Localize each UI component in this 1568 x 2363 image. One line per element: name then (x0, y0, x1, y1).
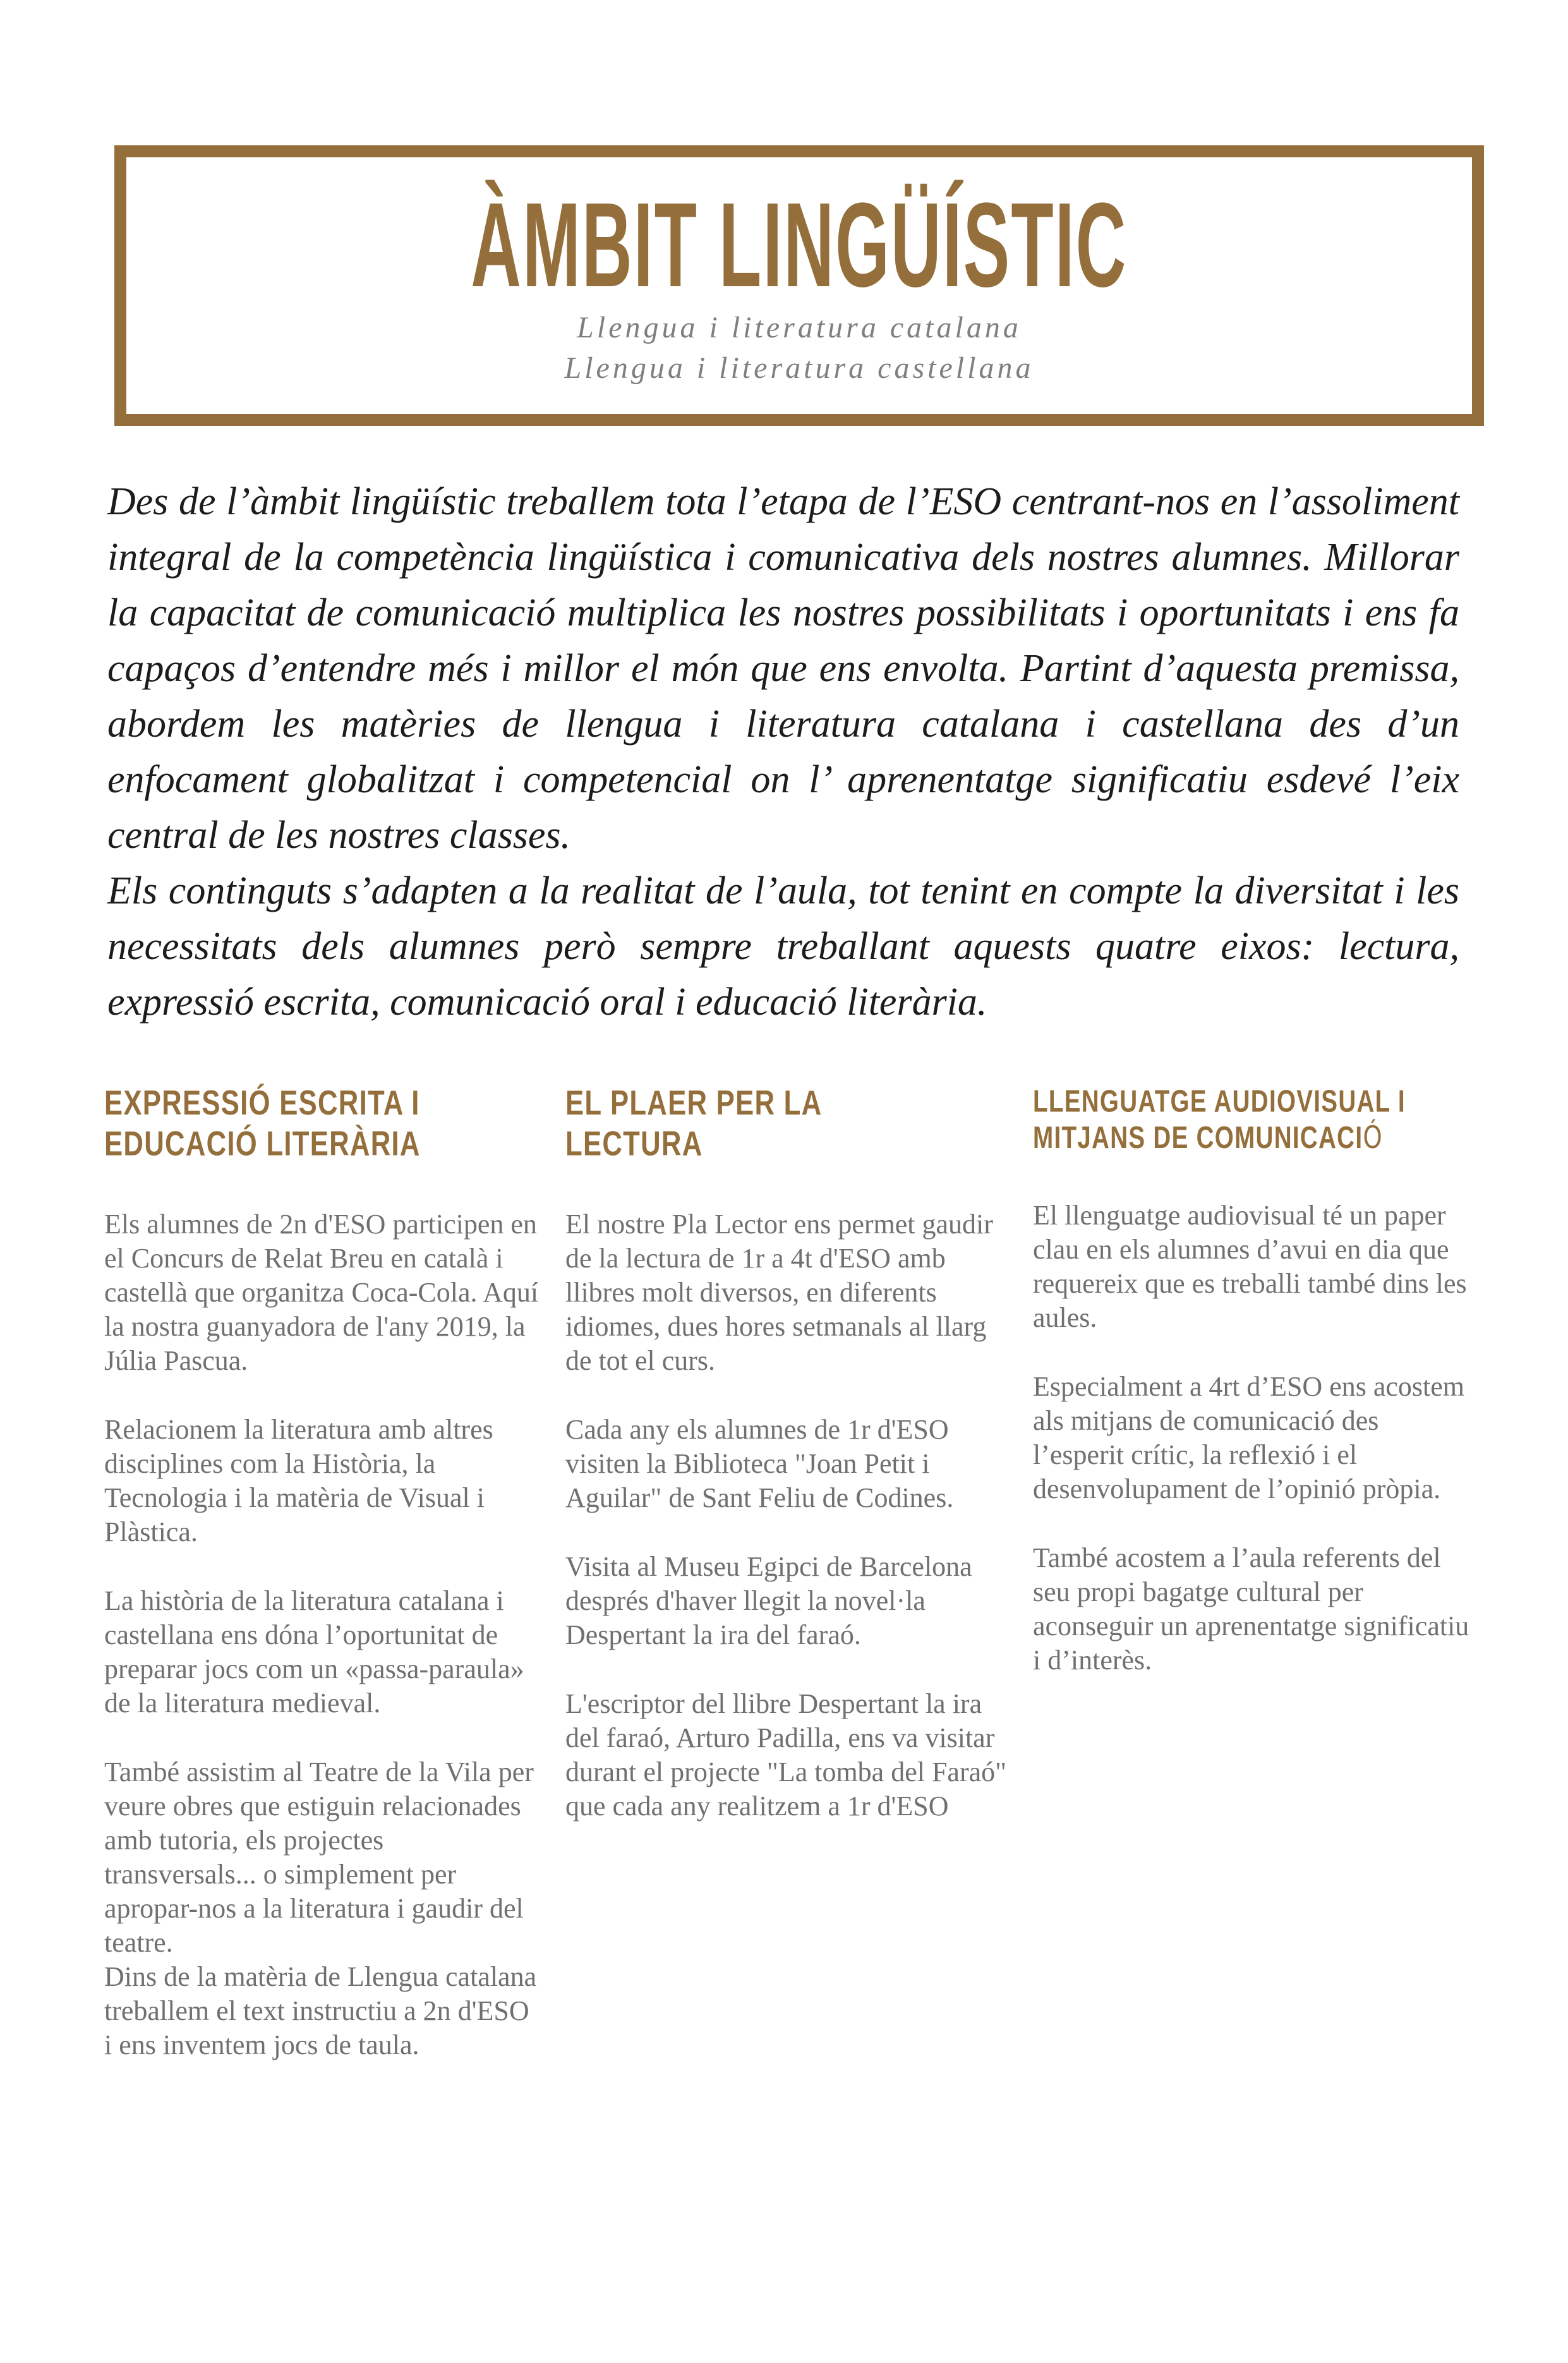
intro-section (107, 474, 1459, 1030)
intro-paragraph-1: Des de l’àmbit lingüístic treballem tota l’etapa de l’ESO centrant-nos en l’assoliment integral de la competència lingüística i comunicativa dels nostres alumnes. Millorar la capacitat de comunicació multiplica les nostres possibilitats i oportunitats i ens fa capaços d’entendre més i millor el món que ens envolta. Partint d’aquesta premissa, abordem les matèries de llengua i literatura catalana i castellana des d’un enfocament globalitzat i competencial on l’ aprenentatge significatiu esdevé l’eix central de les nostres classes. (107, 480, 1459, 857)
column-expressio-escrita (104, 1083, 540, 2097)
column-heading-line (1033, 1120, 1404, 1156)
column-paragraph: També acostem a l’aula referents del seu propi bagatge cultural per aconseguir un aprenentatge significatiu i d’interès. (1033, 1542, 1469, 1676)
column-paragraph: També assistim al Teatre de la Vila per veure obres que estiguin relacionades amb tutoria, els projectes transversals... o simplement per apropar-nos a la literatura i gaudir del teatre. (104, 1756, 534, 1958)
column-paragraph: El nostre Pla Lector ens permet gaudir de la lectura de 1r a 4t d'ESO amb llibres molt diversos, en diferents idiomes, dues hores setmanals al llarg de tot el curs. (565, 1208, 993, 1376)
column-heading-line: LLENGUATGE AUDIOVISUAL I (1033, 1084, 1406, 1119)
header-subtitle-castellana: Llengua i literatura castellana (564, 351, 1034, 385)
column-heading-line: EXPRESSIÓ ESCRITA I (104, 1084, 420, 1123)
page-title-text: ÀMBIT LINGÜÍSTIC (471, 178, 1128, 312)
intro-paragraph-2: Els continguts s’adapten a la realitat de l’aula, tot tenint en compte la diversitat i les necessitats dels alumnes però sempre treballant aquests quatre eixos: lectura, expressió escrita, comunicació oral i educació literària. (107, 869, 1459, 1024)
columns-section (104, 1083, 1568, 2097)
column-heading-line: EDUCACIÓ LITERÀRIA (104, 1125, 421, 1164)
header-box (114, 145, 1484, 426)
column-paragraph: El llenguatge audiovisual té un paper clau en els alumnes d’avui en dia que requereix que es treballi també dins les aules. (1033, 1199, 1467, 1333)
page-title (126, 178, 1472, 312)
column-heading-line-text: MITJANS DE COMUNICACI (1033, 1120, 1363, 1155)
document-page (0, 145, 1568, 2363)
column-heading-llenguatge-audiovisual (1033, 1083, 1404, 1156)
column-heading-plaer-lectura (565, 1083, 937, 1165)
column-paragraph: Especialment a 4rt d’ESO ens acostem als mitjans de comunicació des l’esperit crític, la reflexió i el desenvolupament de l’opinió pròpia. (1033, 1370, 1465, 1504)
column-paragraph: Els alumnes de 2n d'ESO participen en el Concurs de Relat Breu en català i castellà que organitza Coca-Cola. Aquí la nostra guanyadora de l'any 2019, la Júlia Pascua. (104, 1208, 539, 1376)
column-paragraph: L'escriptor del llibre Despertant la ira del faraó, Arturo Padilla, ens va visitar durant el projecte "La tomba del Faraó" que cada any realitzem a 1r d'ESO (565, 1688, 1007, 1822)
column-plaer-lectura (565, 1083, 1008, 2097)
column-heading-expressio-escrita (104, 1083, 471, 1165)
column-paragraph: Cada any els alumnes de 1r d'ESO visiten la Biblioteca "Joan Petit i Aguilar" de Sant Feliu de Codines. (565, 1413, 954, 1513)
column-paragraph: Visita al Museu Egipci de Barcelona després d'haver llegit la novel·la Despertant la ira del faraó. (565, 1550, 972, 1650)
column-heading-line: LECTURA (565, 1125, 703, 1164)
column-heading-line: EL PLAER PER LA (565, 1084, 823, 1123)
column-heading-suffix: Ó (1363, 1119, 1382, 1156)
column-paragraph: Dins de la matèria de Llengua catalana treballem el text instructiu a 2n d'ESO i ens inventem jocs de taula. (104, 1961, 537, 2060)
header-subtitle-catalana: Llengua i literatura catalana (577, 311, 1022, 344)
column-llenguatge-audiovisual (1033, 1083, 1475, 2097)
column-paragraph: Relacionem la literatura amb altres disciplines com la Història, la Tecnologia i la matèria de Visual i Plàstica. (104, 1413, 493, 1547)
column-paragraph: La història de la literatura catalana i castellana ens dóna l’oportunitat de preparar jocs com un «passa-paraula» de la literatura medieval. (104, 1585, 524, 1719)
